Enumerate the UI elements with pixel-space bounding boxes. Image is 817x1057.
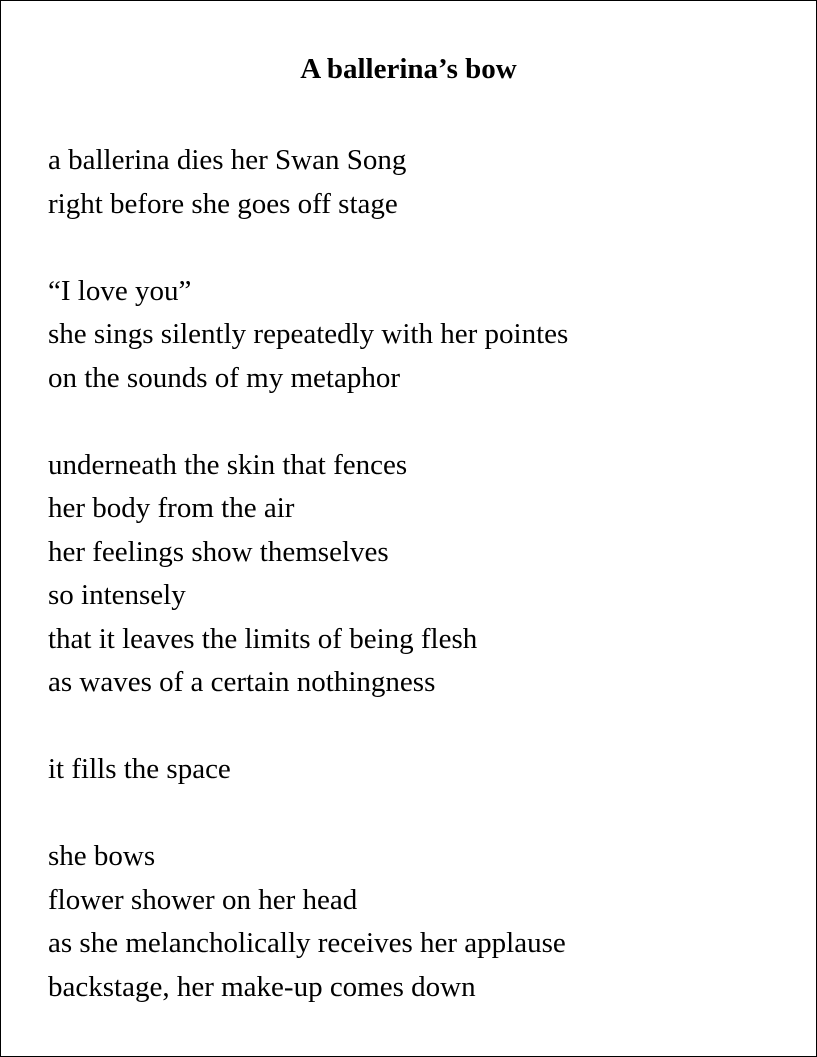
poem-line: she bows xyxy=(48,840,156,872)
poem-line: she sings silently repeatedly with her pointes xyxy=(48,318,569,350)
stanza-break xyxy=(48,226,788,270)
stanza-5 xyxy=(48,835,788,1009)
poem-line: as waves of a certain nothingness xyxy=(48,666,436,698)
poem-line: her body from the air xyxy=(48,492,295,524)
poem-line: underneath the skin that fences xyxy=(48,448,408,481)
poem-line: right before she goes off stage xyxy=(48,187,398,220)
stanza-4 xyxy=(48,748,788,792)
poem-line: her feelings show themselves xyxy=(48,535,389,568)
poem-title: A ballerina’s bow xyxy=(300,53,517,85)
poem-line: backstage, her make-up comes down xyxy=(48,970,476,1003)
poem-line: “I love you” xyxy=(48,274,192,307)
stanza-1 xyxy=(48,139,788,226)
stanza-3 xyxy=(48,444,788,705)
stanza-break xyxy=(48,792,788,836)
poem-line: that it leaves the limits of being flesh xyxy=(48,622,478,655)
poem-line: flower shower on her head xyxy=(48,883,358,916)
poem-line: so intensely xyxy=(48,579,186,611)
poem-line: as she melancholically receives her applause xyxy=(48,927,566,959)
stanza-2 xyxy=(48,270,788,401)
stanza-break xyxy=(48,705,788,749)
stanza-break xyxy=(48,400,788,444)
poem-body xyxy=(48,139,788,1009)
poem-line: it fills the space xyxy=(48,753,231,785)
poem-line: a ballerina dies her Swan Song xyxy=(48,144,407,176)
poem-line: on the sounds of my metaphor xyxy=(48,361,400,394)
